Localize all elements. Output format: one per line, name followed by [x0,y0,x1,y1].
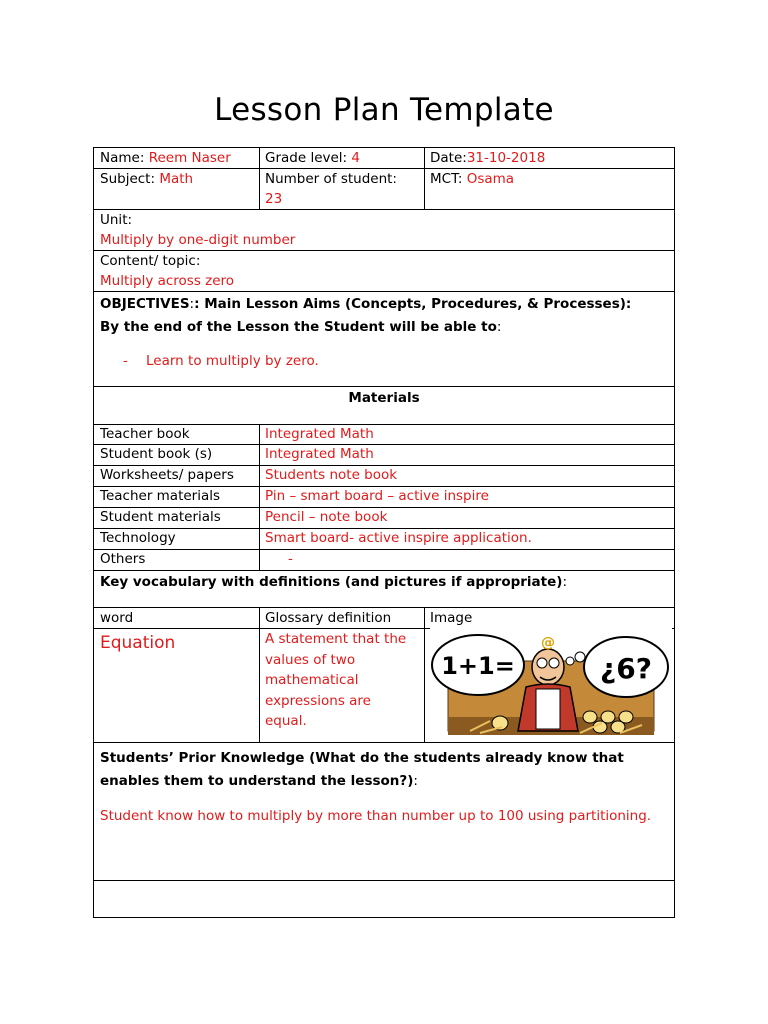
material-value: Pencil – note book [265,509,388,525]
bubble-right-text: ¿6? [600,652,652,685]
material-value: - [288,551,293,567]
objective-item: Learn to multiply by zero. [146,353,319,369]
subject-value: Math [159,171,194,187]
column-divider [259,607,260,742]
students-label: Number of student: [265,171,397,187]
row-divider [93,549,675,550]
col-word-header: word [100,610,134,626]
row-divider [93,209,675,210]
students-value: 23 [265,191,283,207]
material-label: Teacher materials [100,488,221,504]
materials-heading: Materials [348,390,420,406]
prior-knowledge-text: Student know how to multiply by more than number up to 100 using partitioning. [100,808,652,824]
material-label: Student book (s) [100,446,213,462]
column-divider [424,147,425,209]
material-value: Integrated Math [265,426,374,442]
material-label: Technology [100,530,176,546]
col-definition-header: Glossary definition [265,610,392,626]
objectives-lead: By the end of the Lesson the Student will be able to: [100,319,502,335]
column-divider [259,424,260,570]
vocab-word: Equation [100,633,176,653]
unit-label: Unit: [100,212,133,228]
mct-value: Osama [466,171,515,187]
material-value: Pin – smart board – active inspire [265,488,489,504]
row-divider [93,742,675,743]
row-divider [93,386,675,387]
date-value: 31-10-2018 [466,150,546,166]
material-value: Integrated Math [265,446,374,462]
objective-bullet: - [123,353,128,369]
topic-value: Multiply across zero [100,273,235,289]
unit-value: Multiply by one-digit number [100,232,296,248]
grade-value: 4 [351,150,360,166]
column-divider [424,607,425,742]
name-value: Reem Naser [148,150,231,166]
material-label: Teacher book [100,426,190,442]
material-value: Smart board- active inspire application. [265,530,532,546]
row-divider [93,291,675,292]
column-divider [259,147,260,209]
confused-professor-illustration [430,627,672,737]
date-field: Date:31-10-2018 [430,150,546,166]
bubble-left-text: 1+1= [441,652,515,680]
mct-field: MCT: Osama [430,171,515,187]
svg-text:@: @ [541,635,555,651]
name-field: Name: Reem Naser [100,150,231,166]
material-label: Worksheets/ papers [100,467,234,483]
row-divider [93,880,675,881]
col-image-header: Image [430,610,473,626]
topic-label: Content/ topic: [100,253,201,269]
objectives-heading: OBJECTIVES:: Main Lesson Aims (Concepts, Procedures, & Processes): [100,296,632,312]
row-divider [93,570,675,571]
page-title: Lesson Plan Template [214,92,554,128]
material-value: Students note book [265,467,398,483]
subject-field: Subject: Math [100,171,194,187]
vocab-definition: A statement that the values of two mathematical expressions are equal. [265,631,407,729]
material-label: Others [100,551,146,567]
prior-knowledge-heading: Students’ Prior Knowledge (What do the students already know that enables them to understand the lesson?): [100,750,624,789]
vocabulary-heading: Key vocabulary with definitions (and pictures if appropriate): [100,574,567,590]
grade-field: Grade level: 4 [265,150,360,166]
material-label: Student materials [100,509,221,525]
